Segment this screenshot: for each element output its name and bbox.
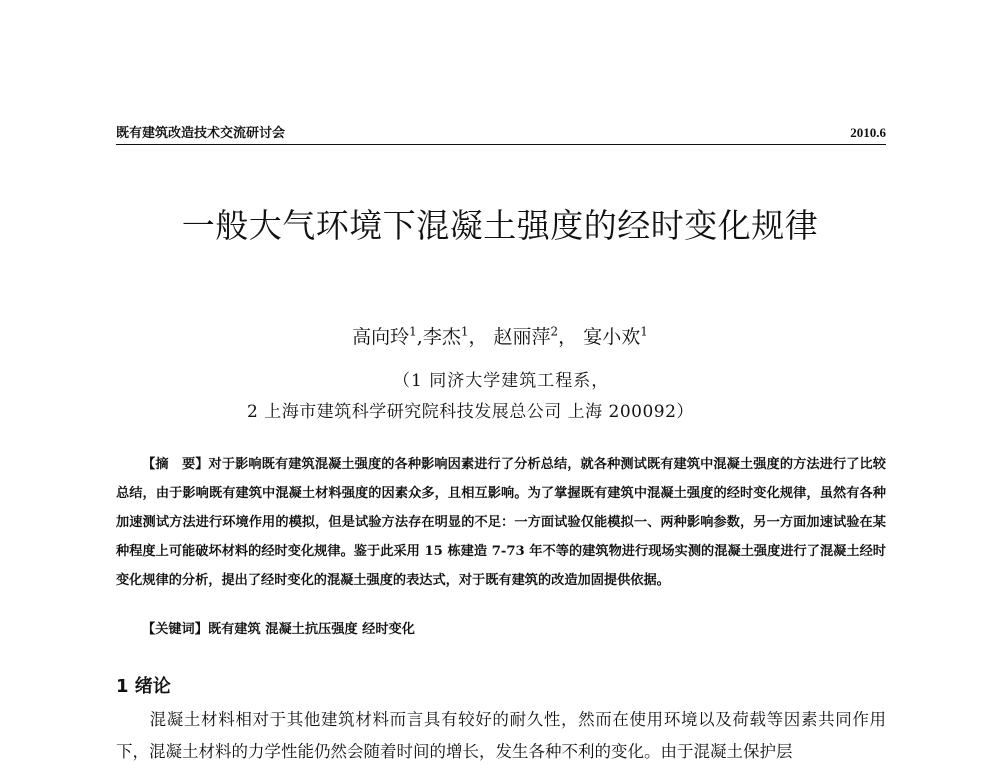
author-affil-mark: 2: [550, 324, 559, 339]
keywords-text: 既有建筑 混凝土抗压强度 经时变化: [207, 622, 415, 637]
running-header: [116, 122, 886, 145]
keywords-label: 【关键词】: [142, 622, 208, 637]
section-heading: 1 绪论: [116, 676, 171, 697]
conference-name: 既有建筑改造技术交流研讨会: [116, 126, 286, 141]
author-affil-mark: 1: [460, 324, 469, 339]
author-list: 高向玲$^1$,李杰$^1$， 赵丽萍$^2$， 宴小欢$^1$: [352, 324, 648, 348]
paper-title: 一般大气环境下混凝土强度的经时变化规律: [181, 206, 819, 245]
paragraph-text: 混凝土材料相对于其他建筑材料而言具有较好的耐久性，然而在使用环境以及荷载等因素共同作用下，混凝土材料的力学性能仍然会随着时间的增长，发生各种不利的变化。由于混凝土保护层: [116, 710, 886, 761]
affiliation-line-1: （1 同济大学建筑工程系，: [393, 371, 610, 391]
abstract-block: [116, 450, 886, 595]
author-name: 宴小欢: [583, 326, 641, 348]
body-paragraph: [116, 704, 886, 768]
issue-date: 2010.6: [850, 125, 886, 140]
keywords-block: [142, 618, 415, 637]
author-name: 高向玲: [352, 326, 410, 348]
abstract-label: 【摘 要】: [142, 457, 209, 472]
author-name: 赵丽萍: [493, 326, 551, 348]
author-affil-mark: 1: [409, 324, 417, 339]
author-name: 李杰: [422, 326, 461, 348]
author-affil-mark: 1: [640, 324, 648, 339]
abstract-text: 对于影响既有建筑混凝土强度的各种影响因素进行了分析总结，就各种测试既有建筑中混凝土强度的方法进行了比较总结，由于影响既有建筑中混凝土材料强度的因素众多，且相互影响。为了掌握既有建筑中混凝土强度的经时变化规律，虽然有各种加速测试方法进行环境作用的模拟，但是试验方法存在明显的不足：一方面试验仅能模拟一、两种影响参数，另一方面加速试验在某种程度上可能破坏材料的经时变化规律。鉴于此采用 15 栋建造 7-73 年不等的建筑物进行现场实测的混凝土强度进行了混凝土经时变化规律的分析，提出了经时变化的混凝土强度的表达式，对于既有建筑的改造加固提供依据。: [116, 457, 886, 588]
affiliation-line-2: 2 上海市建筑科学研究院科技发展总公司 上海 200092）: [247, 402, 694, 422]
